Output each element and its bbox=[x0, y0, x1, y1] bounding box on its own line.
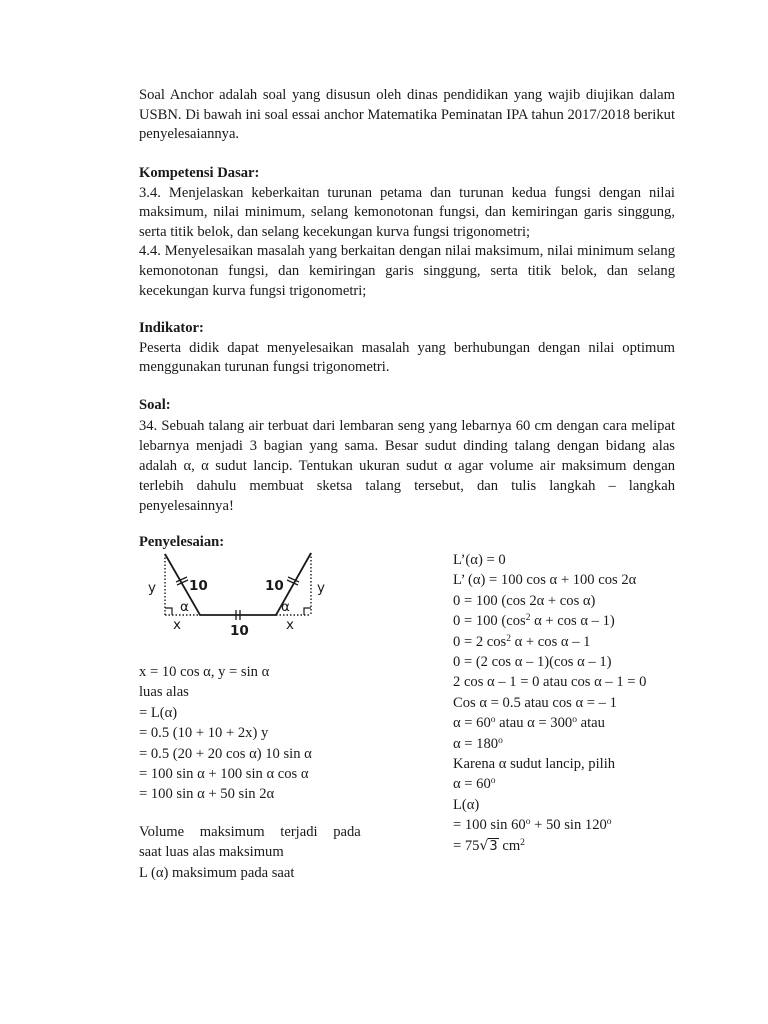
soal-heading: Soal: bbox=[139, 397, 171, 413]
label-y-left: y bbox=[148, 580, 156, 596]
derivation-line bbox=[453, 734, 693, 754]
text-part: atau α = 300 bbox=[495, 715, 573, 732]
derivation-line: 2 cos α – 1 = 0 atau cos α – 1 = 0 bbox=[453, 674, 647, 691]
degree-mark: o bbox=[572, 715, 577, 726]
indikator-section bbox=[139, 319, 675, 378]
derivation-line: luas alas bbox=[139, 684, 189, 701]
degree-mark: o bbox=[490, 715, 496, 726]
derivation-line: L’ (α) = 100 cos α + 100 cos 2α bbox=[453, 572, 637, 589]
left-conclusion bbox=[139, 822, 361, 883]
final-answer-line bbox=[453, 836, 693, 857]
conclusion-line-2: saat luas alas maksimum bbox=[139, 844, 284, 861]
square-root-symbol bbox=[479, 836, 498, 857]
text-part: α + cos α – 1) bbox=[530, 613, 615, 630]
radicand: 3 bbox=[489, 838, 498, 854]
derivation-line: = 0.5 (20 + 20 cos α) 10 sin α bbox=[139, 745, 312, 762]
soal-section bbox=[139, 396, 675, 517]
label-y-right: y bbox=[317, 580, 325, 596]
derivation-line bbox=[453, 774, 693, 794]
soal-text: 34. Sebuah talang air terbuat dari lembaran seng yang lebarnya 60 cm dengan cara melipat lebarnya menjadi 3 bagian yang sama. Besar sudut dinding talang dengan bidang alas adalah α, α sudut lancip. Tentukan ukuran sudut α agar volume air maksimum dengan terlebih dahulu membuat sketsa talang tersebut, dan tulis langkah – langkah penyelesainnya! bbox=[139, 417, 675, 515]
conclusion-line-1-text: Volume maksimum terjadi pada bbox=[139, 824, 361, 840]
kompetensi-heading: Kompetensi Dasar: bbox=[139, 165, 260, 181]
derivation-line: = 100 sin α + 50 sin 2α bbox=[139, 786, 275, 803]
left-derivation bbox=[139, 662, 361, 805]
text-part: + 50 sin 120 bbox=[530, 817, 607, 834]
text-part: α = 60 bbox=[453, 715, 491, 732]
trough-diagram bbox=[140, 548, 340, 643]
radical-sign: √ bbox=[479, 837, 489, 854]
derivation-line: L(α) bbox=[453, 796, 480, 813]
derivation-line: = L(α) bbox=[139, 704, 178, 721]
text-part: 0 = 100 (cos bbox=[453, 613, 526, 630]
conclusion-line-3: L (α) maksimum pada saat bbox=[139, 864, 295, 881]
derivation-line: x = 10 cos α, y = sin α bbox=[139, 664, 270, 680]
right-derivation bbox=[453, 550, 693, 857]
text-part: atau bbox=[576, 715, 605, 732]
derivation-line bbox=[453, 632, 693, 652]
label-side-left: 10 bbox=[189, 578, 208, 594]
derivation-line: L’(α) = 0 bbox=[453, 552, 506, 568]
kompetensi-item-3-4: 3.4. Menjelaskan keberkaitan turunan petama dan turunan kedua fungsi dengan nilai maksimum, nilai minimum, selang kemonotonan fungsi, dan kemiringan garis singgung, serta titik belok, dan selang kecekungan kurva fungsi trigonometri; bbox=[139, 184, 675, 240]
text-part: α = 180 bbox=[453, 735, 499, 752]
text-part: α + cos α – 1 bbox=[510, 633, 591, 650]
label-base: 10 bbox=[230, 623, 249, 639]
indikator-text: Peserta didik dapat menyelesaikan masalah yang berhubungan dengan nilai optimum menggunakan turunan fungsi trigonometri. bbox=[139, 339, 675, 376]
derivation-line bbox=[453, 815, 693, 835]
derivation-line: 0 = (2 cos α – 1)(cos α – 1) bbox=[453, 654, 612, 671]
label-x-right: x bbox=[286, 617, 294, 633]
label-side-right: 10 bbox=[265, 578, 284, 594]
derivation-line bbox=[453, 713, 693, 733]
derivation-line: = 0.5 (10 + 10 + 2x) y bbox=[139, 725, 269, 742]
derivation-line: 0 = 100 (cos 2α + cos α) bbox=[453, 592, 596, 609]
derivation-line bbox=[453, 611, 693, 631]
text-part: 0 = 2 cos bbox=[453, 633, 507, 650]
kompetensi-section bbox=[139, 164, 675, 301]
conclusion-line-1 bbox=[139, 822, 361, 842]
degree-mark: o bbox=[525, 817, 531, 828]
penyelesaian-heading: Penyelesaian: bbox=[139, 534, 225, 550]
label-x-left: x bbox=[173, 617, 181, 633]
degree-mark: o bbox=[490, 776, 496, 787]
text-part: = 100 sin 60 bbox=[453, 817, 526, 834]
derivation-line: Karena α sudut lancip, pilih bbox=[453, 756, 616, 773]
degree-mark: o bbox=[606, 817, 612, 828]
text-part: = 75 bbox=[453, 837, 480, 854]
text-part: α = 60 bbox=[453, 776, 491, 793]
intro-paragraph: Soal Anchor adalah soal yang disusun oleh dinas pendidikan yang wajib diujikan dalam USBN. Di bawah ini soal essai anchor Matematika Peminatan IPA tahun 2017/2018 berikut penyelesaiannya. bbox=[139, 87, 675, 143]
derivation-line: Cos α = 0.5 atau cos α = – 1 bbox=[453, 694, 617, 711]
superscript: 2 bbox=[520, 837, 525, 848]
label-alpha-left: α bbox=[180, 599, 189, 615]
text-part: cm bbox=[498, 837, 521, 854]
kompetensi-item-4-4: 4.4. Menyelesaikan masalah yang berkaitan dengan nilai maksimum, nilai minimum selang kemonotonan fungsi, dan kemiringan garis singgung, serta titik belok, dan selang kecekungan kurva fungsi trigonometri; bbox=[139, 243, 675, 299]
degree-mark: o bbox=[498, 735, 503, 746]
superscript: 2 bbox=[506, 633, 511, 644]
superscript: 2 bbox=[525, 613, 531, 624]
label-alpha-right: α bbox=[281, 599, 290, 615]
derivation-line: = 100 sin α + 100 sin α cos α bbox=[139, 766, 309, 783]
indikator-heading: Indikator: bbox=[139, 320, 204, 336]
